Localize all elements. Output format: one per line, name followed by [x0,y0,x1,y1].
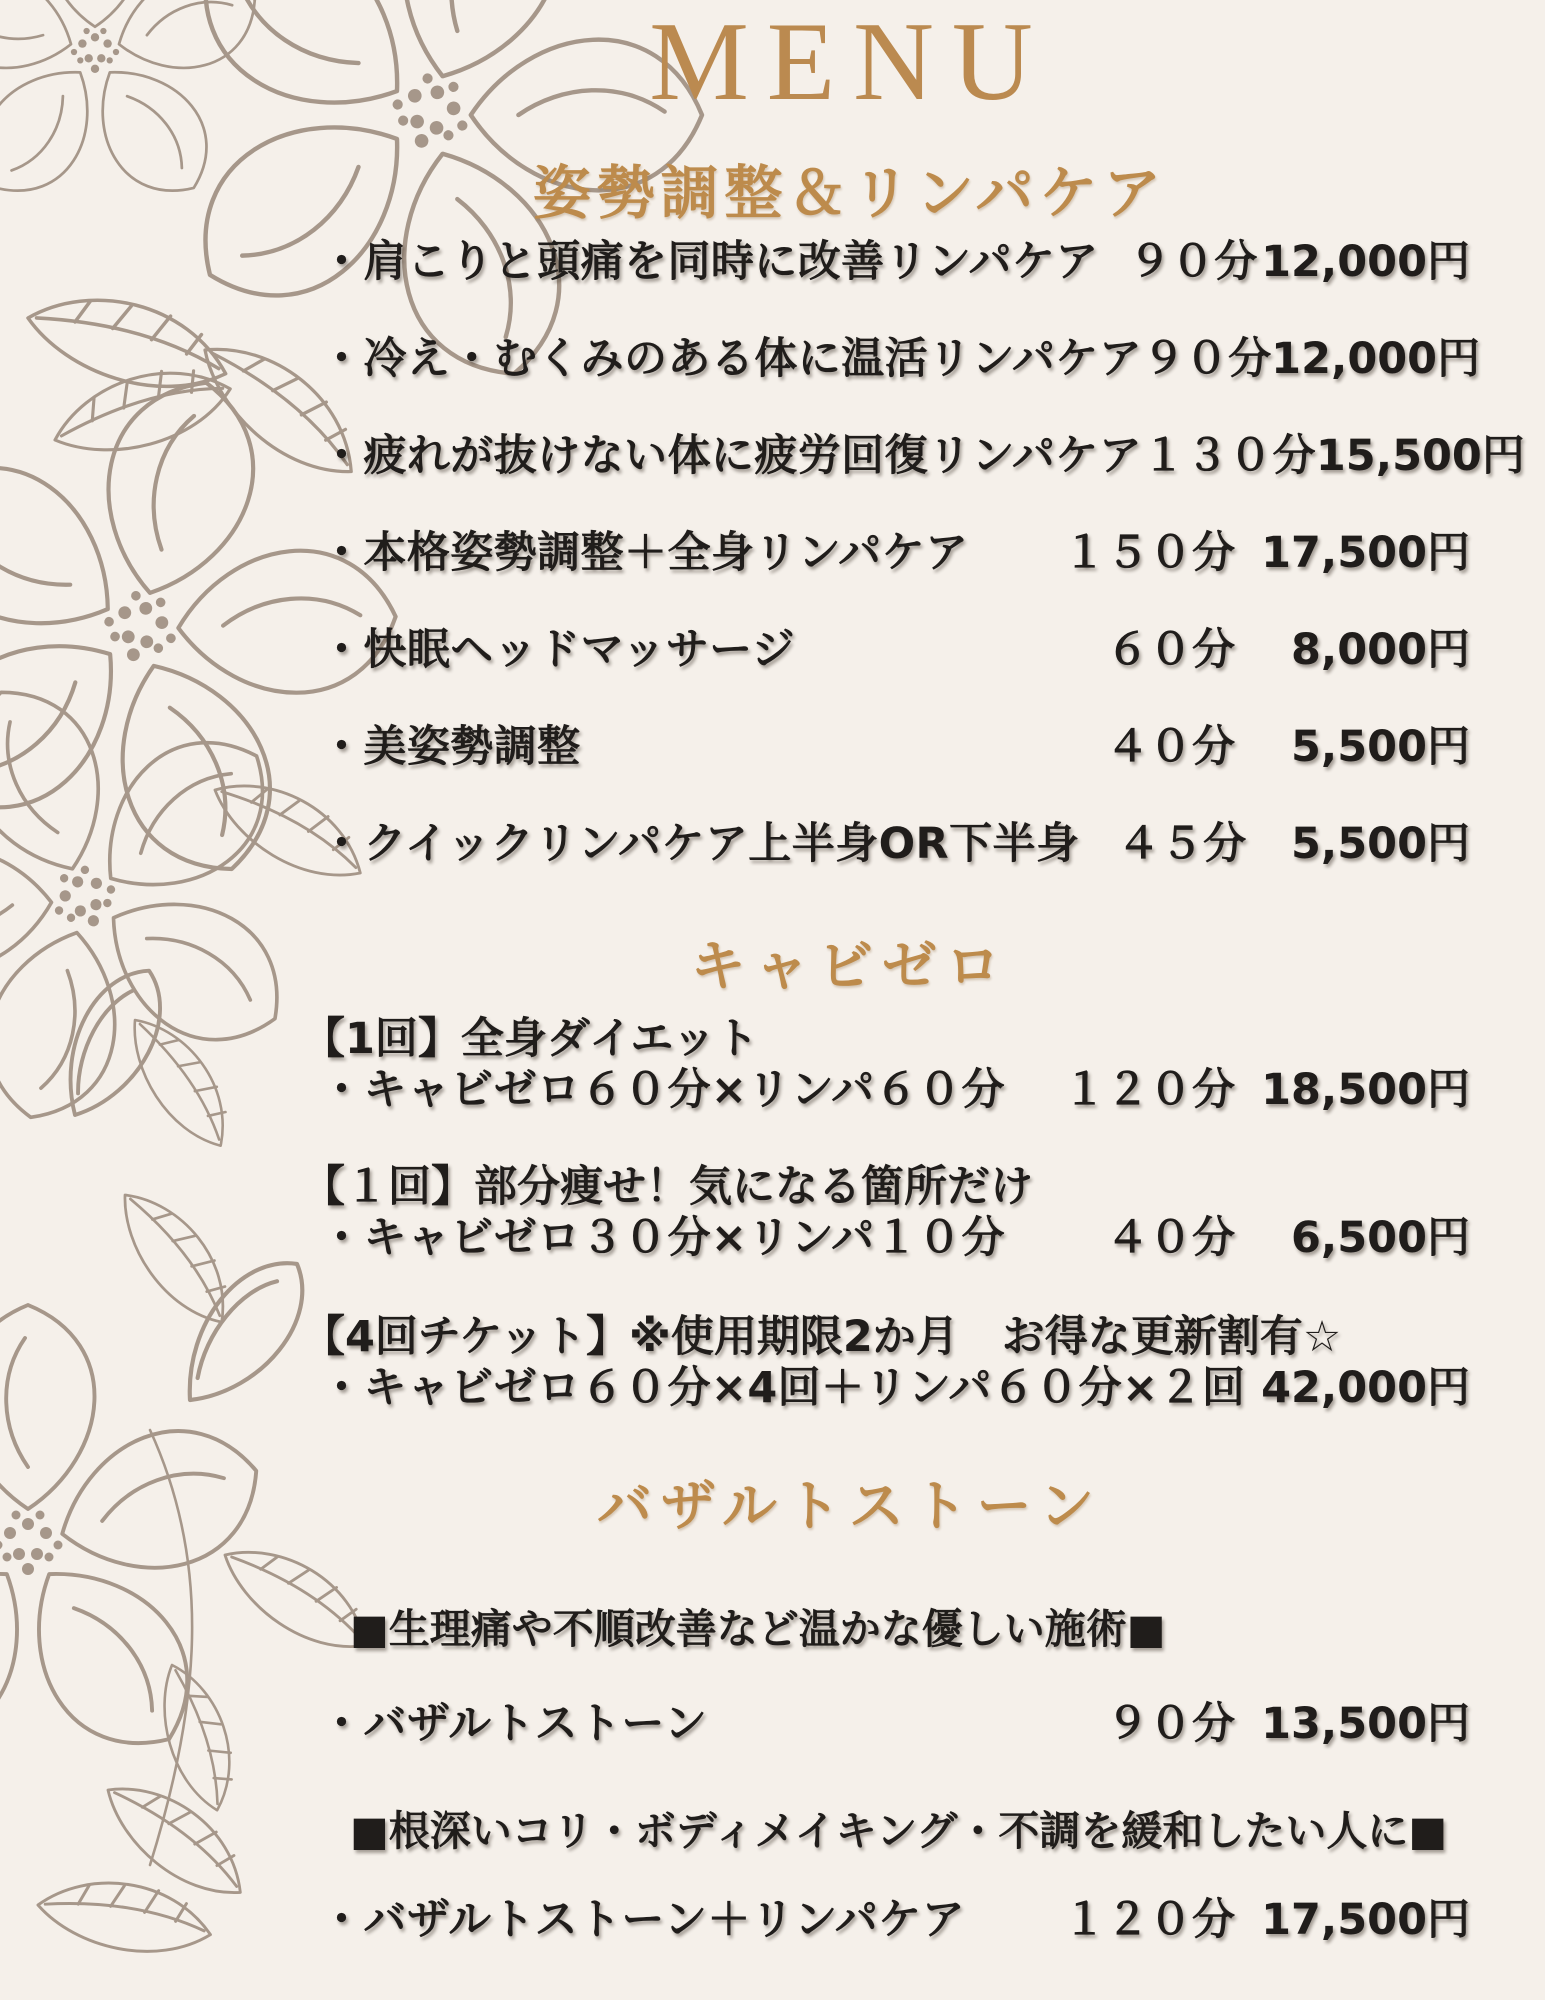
menu-item-row [230,232,1470,287]
item-price: 12,000円 [1271,333,1481,384]
item-name: ・キャビゼロ３０分×リンパ１０分 [320,1212,1005,1263]
section-posture-lymph-items [230,232,1525,911]
item-price: 5,500円 [1290,818,1470,869]
item-name: ・バザルトストーン＋リンパケア [320,1894,965,1945]
menu-item-row [230,1890,1470,1945]
menu-item-row [230,1208,1470,1263]
item-name: ・キャビゼロ６０分×リンパ６０分 [320,1064,1005,1115]
menu-item-row [230,426,1525,481]
item-price: 6,500円 [1290,1212,1470,1263]
basalt-note: ■根深いコリ・ボディメイキング・不調を緩和したい人に■ [350,1807,1448,1855]
group-label: 【1回】全身ダイエット [302,1013,759,1064]
cavizero-group [230,1010,1470,1115]
menu-item-row [230,717,1470,772]
cavizero-group [230,1158,1470,1263]
item-price: 5,500円 [1290,721,1470,772]
basalt-note: ■生理痛や不順改善など温かな優しい施術■ [350,1605,1166,1653]
item-duration: ４０分 [1106,721,1235,772]
item-name: ・疲れが抜けない体に疲労回復リンパケア１３０分 [320,430,1316,481]
menu-item-row [230,1358,1470,1413]
section-heading-cavizero: キャビゼロ [690,934,1010,998]
menu-item-row [230,620,1470,675]
item-duration: ４５分 [1117,818,1247,869]
item-price: 17,500円 [1261,1894,1470,1945]
menu-item-row [230,1694,1470,1749]
item-name: ・バザルトストーン [320,1698,708,1749]
section-heading-basalt-stone: バザルトストーン [596,1474,1103,1538]
item-duration: ６０分 [1106,624,1235,675]
menu-item-row [230,814,1470,869]
item-duration: ９０分 [1106,1698,1235,1749]
item-duration: １２０分 [1063,1064,1235,1115]
item-duration: ９０分 [1128,236,1258,287]
item-price: 13,500円 [1261,1698,1470,1749]
menu-item-row [230,523,1470,578]
item-name: ・キャビゼロ６０分×4回＋リンパ６０分×２回 [320,1362,1246,1413]
group-label: 【4回チケット】※使用期限2か月 お得な更新割有☆ [302,1311,1342,1362]
item-name: ・冷え・むくみのある体に温活リンパケア [320,333,1143,384]
group-label: 【１回】部分痩せ！気になる箇所だけ [302,1161,1033,1212]
page-title: MENU [649,0,1051,124]
item-price: 12,000円 [1261,236,1470,287]
item-name: ・クイックリンパケア上半身OR下半身 [320,818,1080,869]
item-duration: １５０分 [1063,527,1235,578]
menu-content [230,0,1525,2000]
item-price: 8,000円 [1290,624,1470,675]
item-price: 17,500円 [1261,527,1470,578]
item-name: ・快眠ヘッドマッサージ [320,624,796,675]
menu-item-row [230,329,1481,384]
cavizero-group [230,1308,1470,1413]
item-price: 15,500円 [1315,430,1525,481]
section-heading-posture-lymph: 姿勢調整＆リンパケア [533,159,1167,227]
item-duration: ４０分 [1106,1212,1235,1263]
item-price: 42,000円 [1261,1362,1470,1413]
menu-item-row [230,1060,1470,1115]
item-name: ・美姿勢調整 [320,721,581,772]
item-name: ・肩こりと頭痛を同時に改善リンパケア [320,236,1099,287]
item-duration: ９０分 [1142,333,1272,384]
item-price: 18,500円 [1261,1064,1470,1115]
item-name: ・本格姿勢調整＋全身リンパケア [320,527,969,578]
item-duration: １２０分 [1063,1894,1235,1945]
